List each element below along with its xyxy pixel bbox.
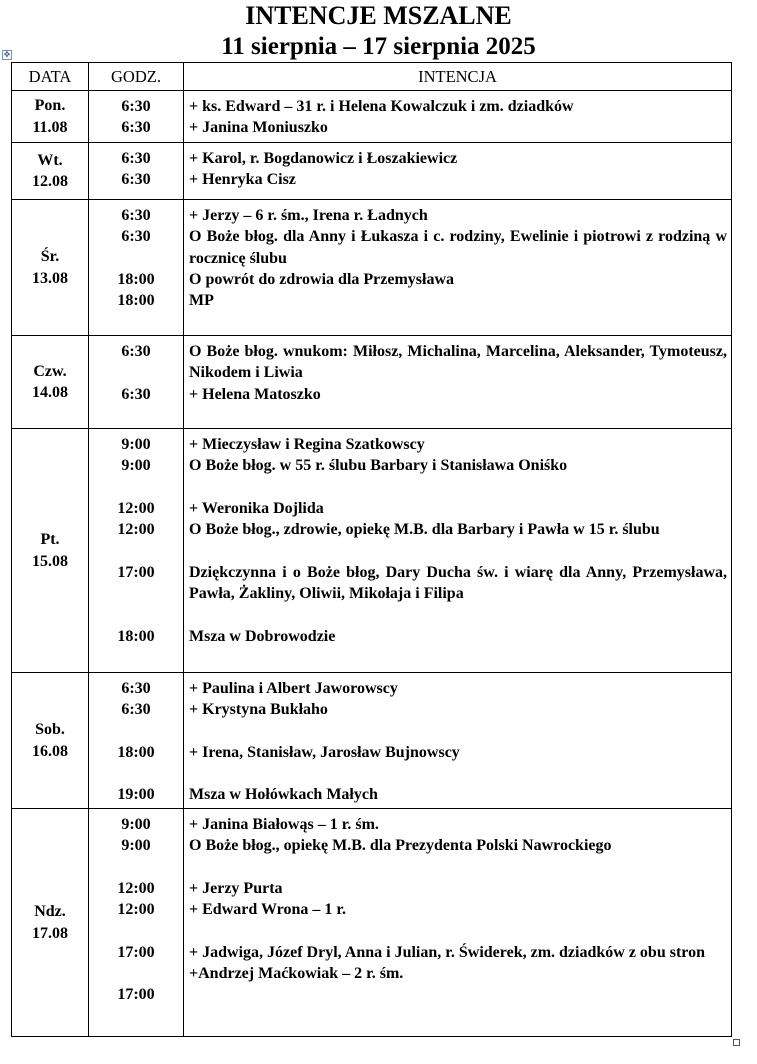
times-cell <box>89 91 184 143</box>
column-header-date: DATA <box>12 63 89 91</box>
day-cell <box>12 429 89 673</box>
mass-time: 12:00 <box>117 499 155 517</box>
intention-text: + Jadwiga, Józef Dryl, Anna i Julian, r. Świderek, zm. dziadków z obu stron <box>189 943 705 961</box>
mass-time: 18:00 <box>117 270 155 288</box>
mass-time: 17:00 <box>117 986 155 1004</box>
mass-time <box>89 920 183 941</box>
intention-text: + Mieczysław i Regina Szatkowscy <box>189 436 425 453</box>
mass-time <box>89 540 183 561</box>
mass-time: 18:00 <box>117 292 155 310</box>
times-cell <box>89 809 184 1037</box>
mass-time: 6:30 <box>121 228 151 246</box>
table-row <box>12 143 732 200</box>
intention-text <box>189 920 727 941</box>
intentions-cell <box>184 91 732 143</box>
table-row <box>12 91 732 143</box>
intention-text: + Janina Moniuszko <box>189 119 328 137</box>
day-cell <box>12 673 89 809</box>
day-name: Sob. <box>35 721 65 739</box>
intention-text: + Krystyna Bukłaho <box>189 701 328 719</box>
mass-time <box>89 963 183 984</box>
intention-text <box>189 604 727 625</box>
intention-text: O Boże błog. wnukom: Miłosz, Michalina, Marcelina, Aleksander, Tymoteusz, Nikodem i Liwia <box>189 343 727 382</box>
mass-time <box>89 857 183 878</box>
mass-time: 9:00 <box>121 837 151 855</box>
day-cell <box>12 809 89 1037</box>
mass-time: 6:30 <box>121 119 151 137</box>
page-subtitle: 11 sierpnia – 17 sierpnia 2025 <box>221 33 536 60</box>
mass-time: 12:00 <box>117 879 155 897</box>
page-title: INTENCJE MSZALNE <box>245 1 512 30</box>
mass-time: 12:00 <box>117 901 155 919</box>
times-cell <box>89 143 184 200</box>
day-cell <box>12 336 89 429</box>
intention-text <box>189 857 727 878</box>
mass-time <box>89 362 183 383</box>
intention-text: + Janina Białowąs – 1 r. śm. <box>189 816 379 833</box>
day-cell <box>12 200 89 336</box>
intentions-cell <box>184 429 732 673</box>
day-name: Pt. <box>40 531 60 549</box>
intention-text: O Boże błog., opiekę M.B. dla Prezydenta Polski Nawrockiego <box>189 837 612 855</box>
day-name: Ndz. <box>34 903 66 921</box>
mass-time: 17:00 <box>117 943 155 961</box>
intention-text <box>189 477 727 498</box>
mass-time: 9:00 <box>121 436 151 453</box>
intention-text: + ks. Edward – 31 r. i Helena Kowalczuk i zm. dziadków <box>189 98 574 115</box>
intention-text <box>189 721 727 742</box>
times-cell <box>89 673 184 809</box>
table-move-handle-icon[interactable]: ✥ <box>3 50 11 59</box>
table-row <box>12 673 732 809</box>
intention-text: + Weronika Dojlida <box>189 499 324 517</box>
day-cell <box>12 143 89 200</box>
table-row <box>12 200 732 336</box>
intention-text: Dziękczynna i o Boże błog, Dary Ducha św. i wiarę dla Anny, Przemysława, Pawła, Żakliny, Oliwii, Mikołaja i Filipa <box>189 563 727 603</box>
day-date: 16.08 <box>32 742 68 760</box>
intentions-cell <box>184 143 732 200</box>
day-name: Wt. <box>37 151 63 169</box>
mass-time: 6:30 <box>121 207 151 224</box>
mass-time: 6:30 <box>121 680 151 697</box>
mass-time: 19:00 <box>117 786 155 804</box>
mass-time: 9:00 <box>121 816 151 833</box>
mass-time: 9:00 <box>121 457 151 475</box>
mass-time: 6:30 <box>121 385 151 403</box>
mass-time: 12:00 <box>117 521 155 539</box>
intentions-table <box>11 62 732 1037</box>
intention-text <box>189 540 727 561</box>
intention-text: MP <box>189 292 214 310</box>
mass-time: 17:00 <box>117 563 155 581</box>
intention-text: + Jerzy – 6 r. śm., Irena r. Ładnych <box>189 207 428 224</box>
intention-text: + Karol, r. Bogdanowicz i Łoszakiewicz <box>189 150 458 167</box>
table-header-row <box>12 63 732 91</box>
mass-time: 6:30 <box>121 150 151 167</box>
intention-text <box>189 763 727 784</box>
times-cell <box>89 429 184 673</box>
column-header-intention: INTENCJA <box>184 63 732 91</box>
intention-text: O Boże błog. w 55 r. ślubu Barbary i Stanisława Oniśko <box>189 457 568 475</box>
intention-text: O powrót do zdrowia dla Przemysława <box>189 270 455 288</box>
intention-text: + Irena, Stanisław, Jarosław Bujnowscy <box>189 743 460 761</box>
column-header-time: GODZ. <box>89 63 184 91</box>
mass-time: 6:30 <box>121 343 151 360</box>
intention-text: Msza w Dobrowodzie <box>189 627 336 645</box>
intentions-cell <box>184 809 732 1037</box>
mass-time <box>89 583 183 604</box>
table-resize-handle[interactable] <box>733 1039 740 1046</box>
intention-text: +Andrzej Maćkowiak – 2 r. śm. <box>189 965 404 983</box>
times-cell <box>89 336 184 429</box>
day-name: Śr. <box>40 248 60 266</box>
mass-time <box>89 763 183 784</box>
mass-time: 18:00 <box>117 627 155 645</box>
day-date: 13.08 <box>32 269 68 287</box>
mass-time <box>89 248 183 269</box>
mass-time <box>89 477 183 498</box>
intention-text: Msza w Hołówkach Małych <box>189 786 378 804</box>
intention-text: + Paulina i Albert Jaworowscy <box>189 680 398 697</box>
day-name: Pon. <box>34 97 66 115</box>
intentions-cell <box>184 336 732 429</box>
table-row <box>12 429 732 673</box>
intentions-cell <box>184 200 732 336</box>
day-date: 12.08 <box>32 173 68 190</box>
intentions-cell <box>184 673 732 809</box>
intention-text: + Jerzy Purta <box>189 879 283 897</box>
mass-time: 18:00 <box>117 743 155 761</box>
table-row <box>12 809 732 1037</box>
intention-text: O Boże błog., zdrowie, opiekę M.B. dla Barbary i Pawła w 15 r. ślubu <box>189 521 660 539</box>
intention-text: O Boże błog. dla Anny i Łukasza i c. rodziny, Ewelinie i piotrowi z rodziną w rocznicę ślubu <box>189 228 727 267</box>
mass-time: 6:30 <box>121 701 151 719</box>
mass-time <box>89 604 183 625</box>
day-name: Czw. <box>33 362 67 380</box>
day-date: 15.08 <box>32 552 68 570</box>
mass-time: 6:30 <box>121 98 151 115</box>
intention-text: + Henryka Cisz <box>189 171 296 189</box>
times-cell <box>89 200 184 336</box>
day-date: 14.08 <box>32 384 68 401</box>
table-row <box>12 336 732 429</box>
intention-text: + Helena Matoszko <box>189 385 321 403</box>
day-cell <box>12 91 89 143</box>
day-date: 11.08 <box>32 118 68 136</box>
mass-time: 6:30 <box>121 171 151 189</box>
intention-text: + Edward Wrona – 1 r. <box>189 901 347 919</box>
day-date: 17.08 <box>32 924 68 942</box>
mass-time <box>89 721 183 742</box>
